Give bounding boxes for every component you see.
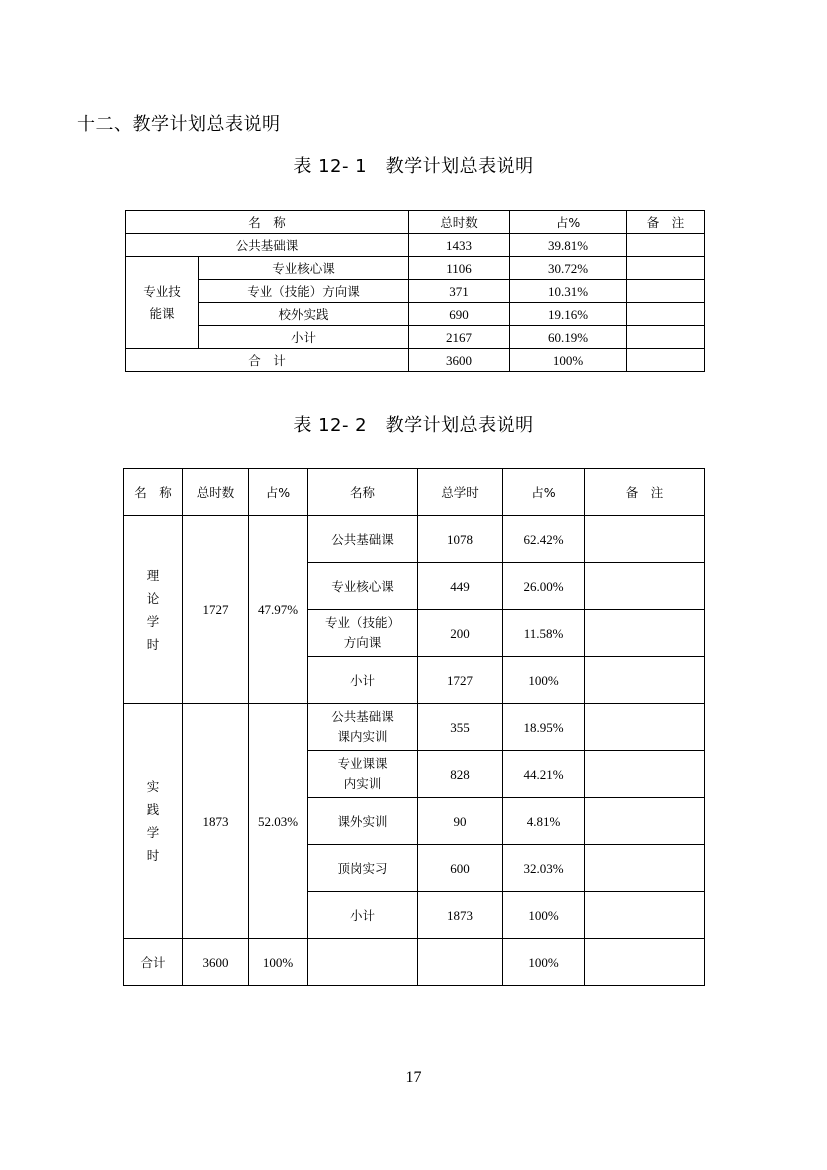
header-subname: 名称 xyxy=(308,469,418,516)
header-note: 备 注 xyxy=(585,469,705,516)
row-name: 专业课课内实训 xyxy=(308,751,418,798)
row-hours: 1433 xyxy=(409,234,510,257)
table-row xyxy=(126,257,705,280)
row-pct: 100% xyxy=(503,657,585,704)
row-pct: 18.95% xyxy=(503,704,585,751)
table-row xyxy=(124,704,705,751)
table-row xyxy=(126,280,705,303)
table-row xyxy=(126,303,705,326)
row-note xyxy=(627,234,705,257)
row-name: 课外实训 xyxy=(308,798,418,845)
row-name: 顶岗实习 xyxy=(308,845,418,892)
row-name: 公共基础课 xyxy=(126,234,409,257)
row-name: 专业（技能）方向课 xyxy=(308,610,418,657)
table-row xyxy=(126,234,705,257)
row-note xyxy=(585,798,705,845)
row-hours: 1106 xyxy=(409,257,510,280)
total-note xyxy=(627,349,705,372)
row-pct: 32.03% xyxy=(503,845,585,892)
row-pct: 26.00% xyxy=(503,563,585,610)
row-pct: 39.81% xyxy=(510,234,627,257)
row-name: 专业核心课 xyxy=(199,257,409,280)
group-label: 专业技能课 xyxy=(126,257,199,349)
row-hours: 828 xyxy=(418,751,503,798)
row-pct: 30.72% xyxy=(510,257,627,280)
row-pct: 60.19% xyxy=(510,326,627,349)
header-pct: 占% xyxy=(510,211,627,234)
row-name: 公共基础课 xyxy=(308,516,418,563)
row-note xyxy=(627,303,705,326)
total-name: 合计 xyxy=(124,939,183,986)
table-header-row xyxy=(124,469,705,516)
row-note xyxy=(627,280,705,303)
row-hours: 1078 xyxy=(418,516,503,563)
total-note xyxy=(585,939,705,986)
header-name: 名 称 xyxy=(124,469,183,516)
table1-caption: 表 12- 1 教学计划总表说明 xyxy=(293,156,534,177)
row-hours: 200 xyxy=(418,610,503,657)
row-name: 公共基础课课内实训 xyxy=(308,704,418,751)
practice-label: 实践学时 xyxy=(124,704,183,939)
total-subpct: 100% xyxy=(503,939,585,986)
page-number: 17 xyxy=(405,1069,422,1086)
row-hours: 1873 xyxy=(418,892,503,939)
row-note xyxy=(585,516,705,563)
row-name: 小计 xyxy=(199,326,409,349)
header-note: 备 注 xyxy=(627,211,705,234)
row-note xyxy=(585,845,705,892)
header-pct: 占% xyxy=(249,469,308,516)
row-hours: 90 xyxy=(418,798,503,845)
header-hours: 总时数 xyxy=(183,469,249,516)
row-note xyxy=(585,751,705,798)
table-header-row xyxy=(126,211,705,234)
practice-hours: 1873 xyxy=(183,704,249,939)
row-note xyxy=(627,257,705,280)
header-name: 名 称 xyxy=(126,211,409,234)
theory-pct: 47.97% xyxy=(249,516,308,704)
header-subpct: 占% xyxy=(503,469,585,516)
header-hours: 总时数 xyxy=(409,211,510,234)
table-total-row xyxy=(124,939,705,986)
row-pct: 19.16% xyxy=(510,303,627,326)
total-name: 合 计 xyxy=(126,349,409,372)
row-pct: 100% xyxy=(503,892,585,939)
row-note xyxy=(627,326,705,349)
row-name: 小计 xyxy=(308,892,418,939)
row-hours: 371 xyxy=(409,280,510,303)
table-row xyxy=(126,326,705,349)
row-hours: 600 xyxy=(418,845,503,892)
table2-caption: 表 12- 2 教学计划总表说明 xyxy=(293,415,534,436)
row-hours: 355 xyxy=(418,704,503,751)
row-pct: 10.31% xyxy=(510,280,627,303)
total-subname xyxy=(308,939,418,986)
table-total-row xyxy=(126,349,705,372)
row-hours: 2167 xyxy=(409,326,510,349)
theory-label: 理论学时 xyxy=(124,516,183,704)
header-subhours: 总学时 xyxy=(418,469,503,516)
row-note xyxy=(585,610,705,657)
row-hours: 449 xyxy=(418,563,503,610)
theory-hours: 1727 xyxy=(183,516,249,704)
row-hours: 690 xyxy=(409,303,510,326)
row-pct: 62.42% xyxy=(503,516,585,563)
row-note xyxy=(585,563,705,610)
practice-pct: 52.03% xyxy=(249,704,308,939)
total-hours: 3600 xyxy=(183,939,249,986)
row-pct: 44.21% xyxy=(503,751,585,798)
row-note xyxy=(585,704,705,751)
section-title: 十二、教学计划总表说明 xyxy=(77,114,281,135)
teaching-plan-summary-table-1 xyxy=(125,210,705,372)
row-name: 校外实践 xyxy=(199,303,409,326)
total-subhours xyxy=(418,939,503,986)
row-name: 小计 xyxy=(308,657,418,704)
row-hours: 1727 xyxy=(418,657,503,704)
total-hours: 3600 xyxy=(409,349,510,372)
teaching-plan-summary-table-2 xyxy=(123,468,705,986)
row-note xyxy=(585,892,705,939)
row-pct: 11.58% xyxy=(503,610,585,657)
total-pct: 100% xyxy=(510,349,627,372)
table-row xyxy=(124,516,705,563)
total-pct: 100% xyxy=(249,939,308,986)
row-note xyxy=(585,657,705,704)
row-name: 专业核心课 xyxy=(308,563,418,610)
row-pct: 4.81% xyxy=(503,798,585,845)
row-name: 专业（技能）方向课 xyxy=(199,280,409,303)
